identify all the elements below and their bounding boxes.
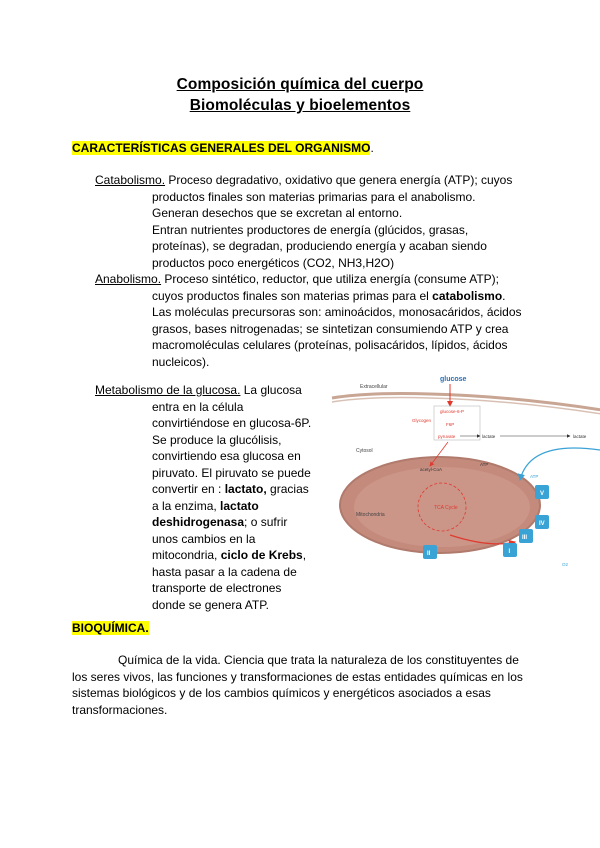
metabolismo-line-4: Se produce la glucólisis, (152, 432, 282, 447)
catabolismo-line-1: Proceso degradativo, oxidativo que genera energía (ATP); cuyos (165, 173, 513, 187)
anabolismo-line-2-end: . (502, 288, 506, 303)
svg-text:V: V (540, 491, 545, 497)
bioquimica-line-3: sistemas biológicos y de los cambios químicos y energéticos asociados a esas (72, 686, 491, 700)
anabolismo-line-4: grasos, bases nitrogenadas; se sintetizan consumiendo ATP y crea (152, 321, 509, 336)
metabolismo-line-7-end: gracias (266, 482, 309, 496)
document-title: Composición química del cuerpo (176, 76, 424, 93)
deshidrogenasa-bold: deshidrogenasa (152, 515, 245, 529)
metabolismo-line-14: donde se genera ATP. (152, 597, 269, 612)
glucose-metabolism-diagram (330, 370, 600, 580)
catabolismo-line-5: proteínas), se degradan, produciendo energía y acaban siendo (152, 239, 487, 253)
metabolismo-line-3: convirtiéndose en glucosa-6P. (152, 416, 312, 430)
metabolismo-line-2: entra en la célula (152, 399, 244, 414)
bioquimica-heading-text: BIOQUÍMICA. (72, 621, 149, 635)
metabolismo-line-1: La glucosa (240, 383, 302, 397)
metabolismo-line-11: mitocondria, (152, 548, 221, 562)
atp-label-top: ATP (530, 474, 539, 479)
complex-iv (535, 515, 549, 529)
cytosol-label: Cytosol (356, 448, 373, 454)
pyruvate-label: pyruvate (438, 434, 456, 439)
metabolismo-paragraph (95, 382, 311, 613)
catabolismo-paragraph (95, 172, 512, 271)
extracellular-label: Extracellular (360, 384, 388, 390)
catabolismo-line-2: productos finales son materias primarias para el anabolismo. (152, 189, 476, 204)
bioquimica-line-2: los seres vivos, las funciones y transformaciones de estas entidades químicas en los (72, 669, 523, 684)
anabolismo-line-6: nucleicos). (152, 354, 210, 369)
lactato-bold: lactato, (224, 482, 267, 496)
metabolismo-line-12: hasta pasar a la cadena de (152, 564, 297, 579)
complex-v (535, 485, 549, 499)
metabolismo-term: Metabolismo de la glucosa. (95, 383, 241, 397)
document-subtitle: Biomoléculas y bioelementos (189, 97, 411, 114)
lactate-out-label: lactate (573, 434, 587, 439)
svg-text:I: I (508, 549, 511, 555)
lactato-enzyme-bold: lactato (220, 498, 259, 513)
anabolismo-line-1: Proceso sintético, reductor, que utiliza energía (consume ATP); (161, 272, 499, 286)
section-heading-dot: . (370, 141, 374, 155)
metabolismo-line-5: convirtiendo esa glucosa en (152, 449, 301, 463)
metabolismo-line-11-end: , (302, 548, 307, 562)
complex-i (503, 543, 517, 557)
anabolismo-term: Anabolismo. (95, 272, 162, 286)
diagram-svg (330, 370, 600, 580)
atp-label-matrix: ATP (480, 462, 489, 467)
o2-label: O2 (562, 562, 569, 567)
section-heading-bioquimica (72, 620, 149, 637)
catabolismo-term: Catabolismo. (95, 173, 166, 187)
metabolismo-line-13: transporte de electrones (152, 581, 282, 595)
metabolismo-line-8: a la enzima, (152, 498, 221, 513)
section-heading-text: CARACTERÍSTICAS GENERALES DEL ORGANISMO (72, 141, 371, 155)
bioquimica-line-4: transformaciones. (72, 702, 168, 717)
f6p-label: F6P (446, 422, 455, 427)
metabolismo-line-6: piruvato. El piruvato se puede (152, 465, 311, 480)
glucose-label: glucose (440, 376, 467, 383)
complex-iii (519, 529, 533, 543)
anabolismo-paragraph (95, 271, 522, 370)
krebs-bold: ciclo de Krebs (220, 548, 303, 562)
catabolismo-line-6: productos poco energéticos (CO2, NH3,H2O) (152, 255, 395, 270)
catabolismo-line-4: Entran nutrientes productores de energía (glúcidos, grasas, (152, 222, 469, 237)
glycogen-label: Glycogen (412, 418, 432, 423)
g6p-label: glucose-6-P (440, 409, 465, 414)
svg-text:II: II (427, 551, 431, 557)
catabolismo-line-3: Generan desechos que se excretan al entorno. (152, 206, 403, 220)
tca-label: TCA Cycle (434, 505, 458, 511)
bioquimica-paragraph (72, 652, 523, 718)
metabolismo-line-10: unos cambios en la (152, 531, 256, 546)
anabolismo-line-3: Las moléculas precursoras son: aminoácidos, monosacáridos, ácidos (152, 305, 522, 319)
svg-text:III: III (522, 535, 528, 541)
acetylcoa-label: acetyl-CoA (420, 467, 443, 472)
metabolismo-line-9: ; o sufrir (244, 515, 288, 529)
section-heading-caracteristicas (72, 140, 374, 157)
svg-text:IV: IV (539, 521, 545, 527)
bioquimica-line-1: Química de la vida. Ciencia que trata la naturaleza de los constituyentes de (118, 653, 519, 667)
metabolismo-line-7: convertir en : (152, 482, 225, 496)
anabolismo-line-5: macromoléculas celulares (proteínas, polisacáridos, lípidos, ácidos (152, 338, 508, 352)
complex-ii (423, 545, 437, 559)
mitochondria-label: Mitochondria (356, 512, 385, 518)
anabolismo-catabolismo-bold: catabolismo (432, 288, 503, 303)
anabolismo-line-2: cuyos productos finales son materias primas para el (152, 288, 433, 303)
lactate-label: lactate (482, 434, 496, 439)
